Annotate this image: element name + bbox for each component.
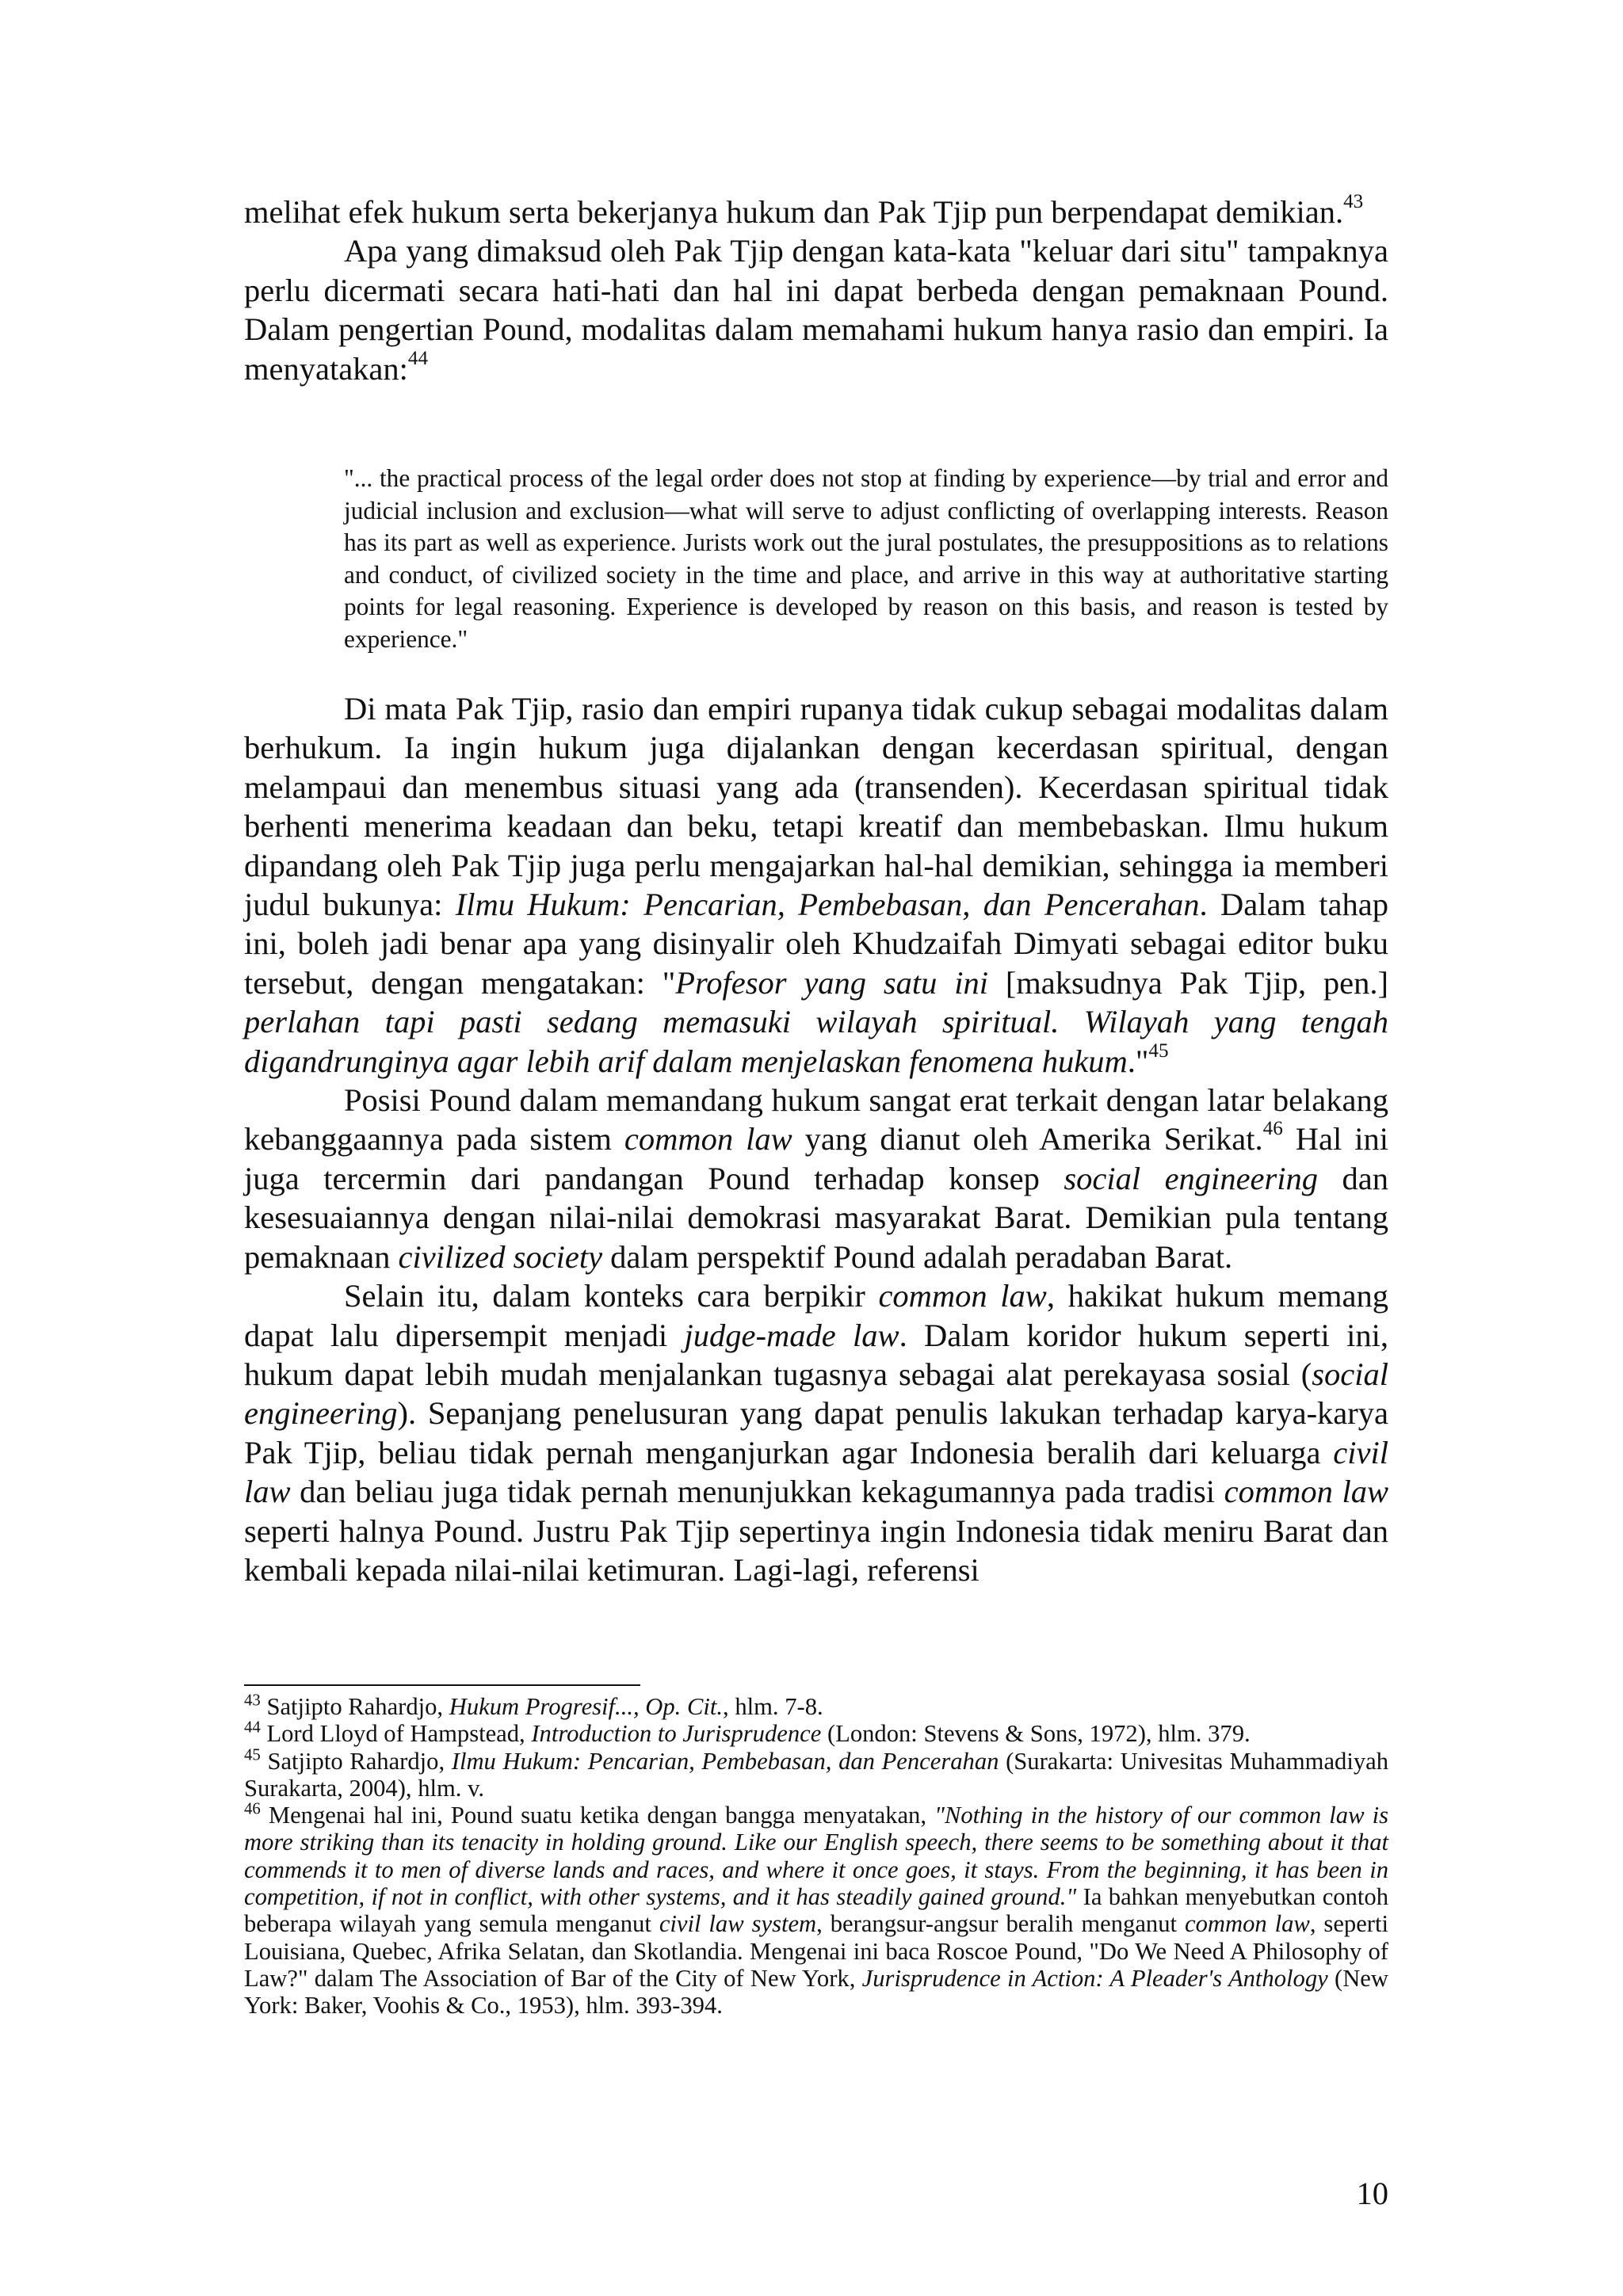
body-text-main [244,689,1388,1589]
footnote-marker: 44 [244,1718,261,1737]
footnote-marker: 45 [1148,1039,1169,1062]
footnote-marker: 46 [244,1799,261,1818]
footnote: $^{46}$ Mengenai hal ini, Pound suatu ketika dengan bangga menyatakan, "Nothing in the history of our common law is more striking than its tenacity in holding ground. Like our English speech, there seems to be something about it that commends it to men of diverse lands and races, and where it once goes, it stays. From the beginning, it has been in competition, if not in conflict, with other systems, and it has steadily gained ground." Ia bahkan menyebutkan contoh beberapa wilayah yang semula menganut civil law system, berangsur-angsur beralih menganut common law, seperti Louisiana, Quebec, Afrika Selatan, dan Skotlandia. Mengenai ini baca Roscoe Pound, "Do We Need A Philosophy of Law?" dalam The Association of Bar of the City of New York, Jurisprudence in Action: A Pleader's Anthology (New York: Baker, Voohis & Co., 1953), hlm. 393-394. [244,1799,1388,2019]
body-paragraph: Selain itu, dalam konteks cara berpikir common law, hakikat hukum memang dapat lalu dipersempit menjadi judge-made law. Dalam koridor hukum seperti ini, hukum dapat lebih mudah menjalankan tugasnya sebagai alat perekayasa sosial (social engineering). Sepanjang penelusuran yang dapat penulis lakukan terhadap karya-karya Pak Tjip, beliau tidak pernah menganjurkan agar Indonesia beralih dari keluarga civil law dan beliau juga tidak pernah menunjukkan kekagumannya pada tradisi common law seperti halnya Pound. Justru Pak Tjip sepertinya ingin Indonesia tidak meniru Barat dan kembali kepada nilai-nilai ketimuran. Lagi-lagi, referensi [244,1278,1388,1588]
italic-text: civilized society [398,1238,603,1275]
footnote-marker: 45 [244,1745,261,1764]
italic-text: Ilmu Hukum: Pencarian, Pembebasan, dan Pencerahan [451,1747,999,1775]
italic-text: common law [1185,1910,1310,1938]
footnote: $^{44}$ Lord Lloyd of Hampstead, Introduction to Jurisprudence (London: Stevens & Sons, 1972), hlm. 379. [244,1718,1251,1748]
body-text-top [244,193,1388,388]
footnote-marker: 43 [244,1691,261,1710]
body-paragraph: melihat efek hukum serta bekerjanya hukum dan Pak Tjip pun berpendapat demikian.$^{43}$ [244,191,1364,230]
italic-text: social engineering [244,1356,1388,1432]
footnote: $^{43}$ Satjipto Rahardjo, Hukum Progresif..., Op. Cit., hlm. 7-8. [244,1691,823,1720]
block-quote: "... the practical process of the legal order does not stop at finding by experience—by trial and error and judicial inclusion and exclusion—what will serve to adjust conflicting of overlapping interests. Reason has its part as well as experience. Jurists work out the jural postulates, the presuppositions as to relations and conduct, of civilized society in the time and place, and arrive in this way at authoritative starting points for legal reasoning. Experience is developed by reason on this basis, and reason is tested by experience." [344,464,1388,653]
body-paragraph: Apa yang dimaksud oleh Pak Tjip dengan kata-kata "keluar dari situ" tampaknya perlu dicermati secara hati-hati dan hal ini dapat berbeda dengan pemaknaan Pound. Dalam pengertian Pound, modalitas dalam memahami hukum hanya rasio dan empiri. Ia menyatakan:$^{44}$ [244,233,1388,387]
footnote-separator [244,1684,640,1686]
italic-text: Ilmu Hukum: Pencarian, Pembebasan, dan Pencerahan [455,887,1200,923]
footnote-marker: 44 [407,347,429,369]
footnote-marker: 43 [1343,191,1364,213]
italic-text: "Nothing in the history of our common law is more striking than its tenacity in holding ground. Like our English speech, there seems to be something about it that commends it to men of diverse lands and races, and where it once goes, it stays. From the beginning, it has been in competition, if not in conflict, with other systems, and it has steadily gained ground." [244,1802,1388,1911]
italic-text: Introduction to Jurisprudence [531,1720,822,1748]
italic-text: common law [1224,1474,1388,1510]
italic-text: perlahan tapi pasti sedang memasuki wilayah spiritual. Wilayah yang tengah digandrunginya agar lebih arif dalam menjelaskan fenomena hukum [244,1004,1388,1079]
italic-text: civil law [244,1434,1388,1510]
body-paragraph: Di mata Pak Tjip, rasio dan empiri rupanya tidak cukup sebagai modalitas dalam berhukum. Ia ingin hukum juga dijalankan dengan kecerdasan spiritual, dengan melampaui dan menembus situasi yang ada (transenden). Kecerdasan spiritual tidak berhenti menerima keadaan dan beku, tetapi kreatif dan membebaskan. Ilmu hukum dipandang oleh Pak Tjip juga perlu mengajarkan hal-hal demikian, sehingga ia memberi judul bukunya: Ilmu Hukum: Pencarian, Pembebasan, dan Pencerahan. Dalam tahap ini, boleh jadi benar apa yang disinyalir oleh Khudzaifah Dimyati sebagai editor buku tersebut, dengan mengatakan: "Profesor yang satu ini [maksudnya Pak Tjip, pen.] perlahan tapi pasti sedang memasuki wilayah spiritual. Wilayah yang tengah digandrunginya agar lebih arif dalam menjelaskan fenomena hukum."$^{45}$ [244,691,1388,1079]
footnotes [244,1693,1388,2019]
body-paragraph: Posisi Pound dalam memandang hukum sangat erat terkait dengan latar belakang kebanggaannya pada sistem common law yang dianut oleh Amerika Serikat.$^{46}$ Hal ini juga tercermin dari pandangan Pound terhadap konsep social engineering dan kesesuaiannya dengan nilai-nilai demokrasi masyarakat Barat. Demikian pula tentang pemaknaan civilized society dalam perspektif Pound adalah peradaban Barat. [244,1082,1388,1275]
italic-text: Hukum Progresif..., Op. Cit. [449,1693,724,1720]
italic-text: civil law system [659,1910,817,1938]
italic-text: common law [878,1278,1047,1314]
page-number: 10 [1356,2176,1388,2211]
italic-text: Jurisprudence in Action: A Pleader's Anthology [861,1964,1328,1992]
italic-text: common law [624,1121,792,1158]
italic-text: social engineering [1064,1160,1319,1196]
footnote: $^{45}$ Satjipto Rahardjo, Ilmu Hukum: Pencarian, Pembebasan, dan Pencerahan (Surakarta: Univesitas Muhammadiyah Surakarta, 2004), hlm. v. [244,1745,1388,1802]
footnote-marker: 46 [1262,1118,1283,1140]
italic-text: Profesor yang satu ini [675,964,988,1001]
italic-text: judge-made law [684,1317,899,1353]
